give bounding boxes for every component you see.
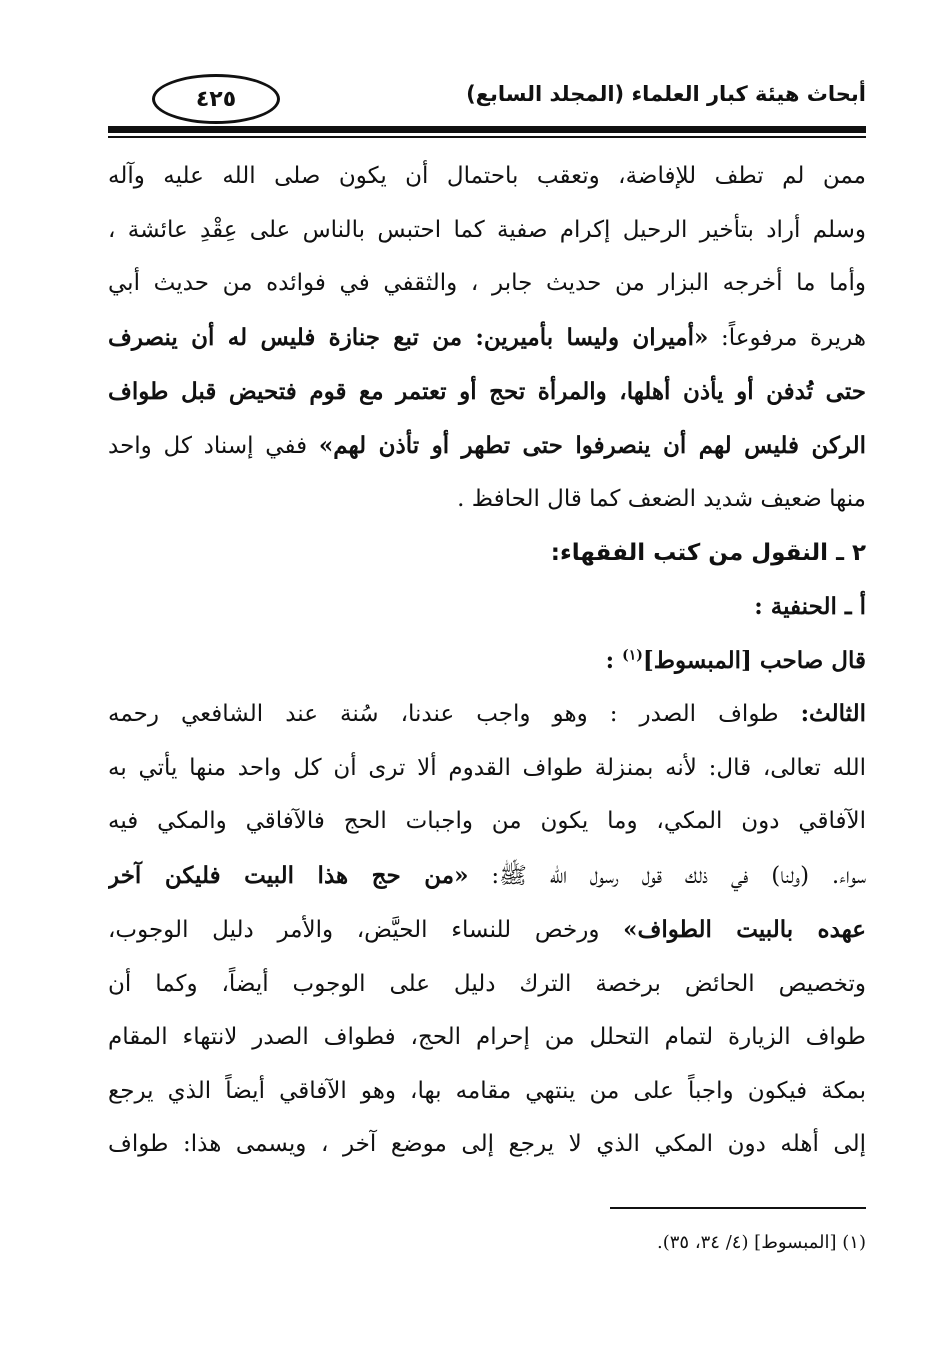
footnote: (١) [المبسوط] (٤/ ٣٤، ٣٥). [657,1232,866,1253]
running-title: أبحاث هيئة كبار العلماء (المجلد السابع) [466,82,866,106]
footnote-rule [610,1207,866,1209]
text-line: وسلم أراد بتأخير الرحيل إكرام صفية كما احتبس بالناس على عِقْدِ عائشة ، [108,216,866,243]
text-line: الله تعالى، قال: لأنه بمنزلة طواف القدوم ألا ترى أن كل واحد منها يأتي به [108,754,866,781]
text-line: بمكة فيكون واجباً على من ينتهي مقامه بها، وهو الآفاقي أيضاً الذي يرجع [108,1077,866,1104]
text-line [108,687,866,742]
text-line: إلى أهله دون المكي الذي لا يرجع إلى موضع آخر ، ويسمى هذا: طواف [108,1131,866,1157]
header-rule-thick [108,126,866,133]
hadith-quote: «من حج هذا البيت فليكن آخر [108,861,469,889]
para-lead: الثالث: [800,700,866,727]
text-line: منها ضعيف شديد الضعف كما قال الحافظ . [457,486,866,512]
body-text [108,150,866,1172]
subheading: أ ـ الحنفية : [754,593,866,620]
text-line [108,419,866,474]
text-segment: ففي إسناد كل واحد [108,432,308,459]
hadith-quote: «أميران وليسا بأميرين: من تبع جنازة فليس له أن ينصرف [108,323,709,351]
hadith-quote-line: حتى تُدفن أو يأذن أهلها، والمرأة تحج أو تعتمر مع قوم فتحيض قبل طواف [108,378,866,405]
hadith-quote: الركن فليس لهم أن ينصرفوا حتى تطهر أو تأذن لهم» [318,431,866,459]
text-line: وأما ما أخرجه البزار من حديث جابر ، والثقفي في فوائده من حديث أبي [108,270,866,296]
quote-intro [108,634,866,688]
quote-intro-colon: : [605,646,615,674]
text-line: ممن لم تطف للإفاضة، وتعقب باحتمال أن يكون صلى الله عليه وآله [108,163,866,189]
text-segment: طواف الصدر : وهو واجب عندنا، سُنة عند الشافعي رحمه [108,701,779,727]
text-line [108,903,866,958]
text-segment: هريرة مرفوعاً: [721,324,866,351]
text-line: وتخصيص الحائض برخصة الترك دليل على الوجوب أيضاً، وكما أن [108,970,866,997]
footnote-ref: (١) [622,646,643,663]
header-rule-thin [108,136,866,138]
hadith-quote: عهده بالبيت الطواف» [623,916,866,943]
section-heading: ٢ ـ النقول من كتب الفقهاء: [550,539,866,566]
text-line [108,849,866,904]
quote-intro-text: قال صاحب [المبسوط] [642,646,866,674]
text-segment: سواء. (ولنا) في ذلك قول رسول الله ﷺ: [491,862,866,889]
text-line: طواف الزيارة لتمام التحلل من إحرام الحج، فطواف الصدر لانتهاء المقام [108,1024,866,1050]
text-line [108,311,866,366]
text-segment: ورخص للنساء الحيَّض، والأمر دليل الوجوب، [108,917,600,943]
page-number: ٤٢٥ [152,74,280,124]
page-header [108,74,866,128]
text-line: الآفاقي دون المكي، وما يكون من واجبات الحج فالآفاقي والمكي فيه [108,808,866,834]
